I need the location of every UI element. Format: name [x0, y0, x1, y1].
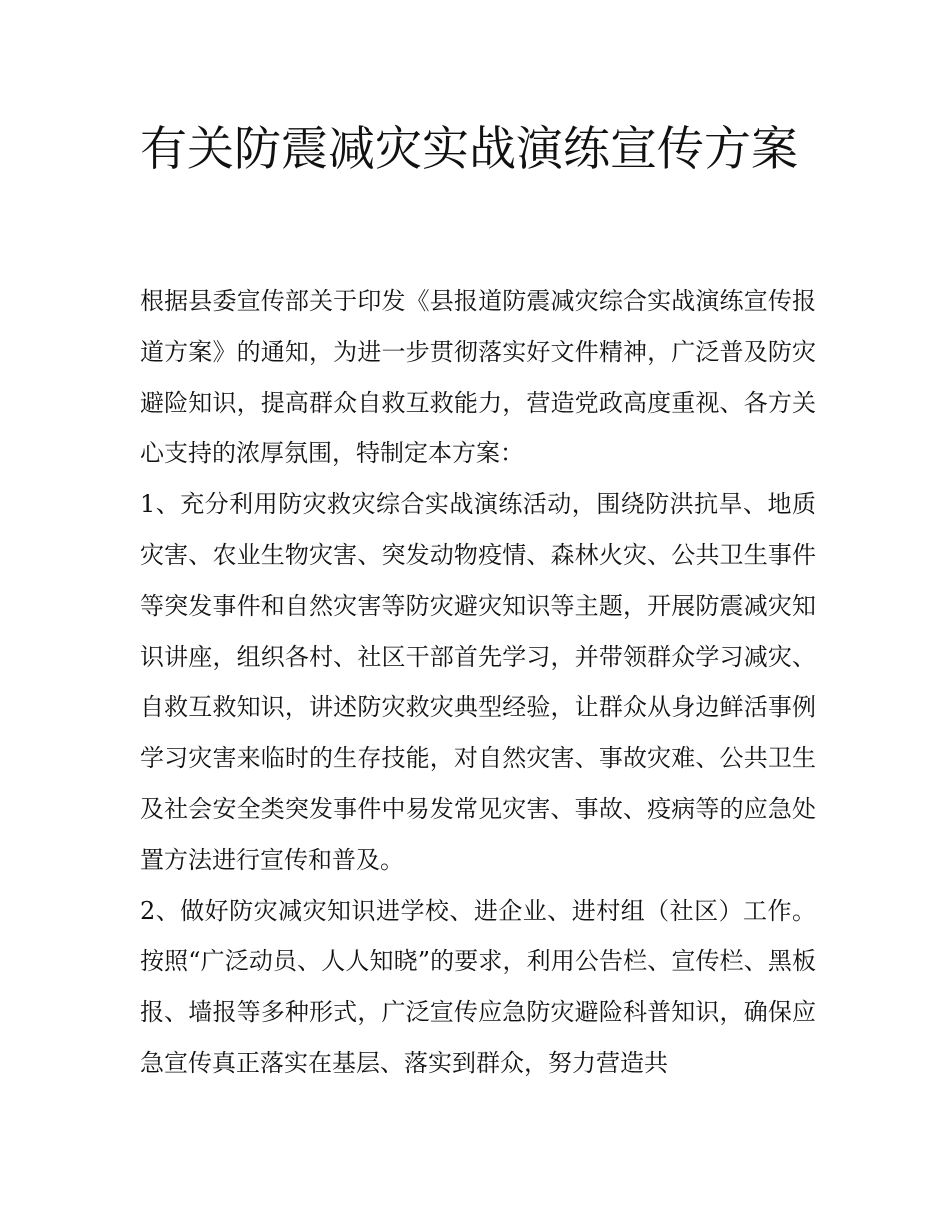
document-body [140, 276, 816, 1089]
paragraph-item-1: 1、充分利用防灾救灾综合实战演练活动，围绕防洪抗旱、地质灾害、农业生物灾害、突发动物疫情、森林火灾、公共卫生事件等突发事件和自然灾害等防灾避灾知识等主题，开展防震减灾知识讲座，组织各村、社区干部首先学习，并带领群众学习减灾、自救互救知识，讲述防灾救灾典型经验，让群众从身边鲜活事例学习灾害来临时的生存技能，对自然灾害、事故灾难、公共卫生及社会安全类突发事件中易发常见灾害、事故、疫病等的应急处置方法进行宣传和普及。 [140, 490, 816, 874]
paragraph-item-2: 2、做好防灾减灾知识进学校、进企业、进村组（社区）工作。按照“广泛动员、人人知晓”的要求，利用公告栏、宣传栏、黑板报、墙报等多种形式，广泛宣传应急防灾避险科普知识，确保应急宣传真正落实在基层、落实到群众，努力营造共 [140, 896, 816, 1077]
paragraph-intro: 根据县委宣传部关于印发《县报道防震减灾综合实战演练宣传报道方案》的通知，为进一步贯彻落实好文件精神，广泛普及防灾避险知识，提高群众自救互救能力，营造党政高度重视、各方关心支持的浓厚氛围，特制定本方案： [140, 287, 816, 468]
document-title: 有关防震减灾实战演练宣传方案 [140, 122, 798, 177]
